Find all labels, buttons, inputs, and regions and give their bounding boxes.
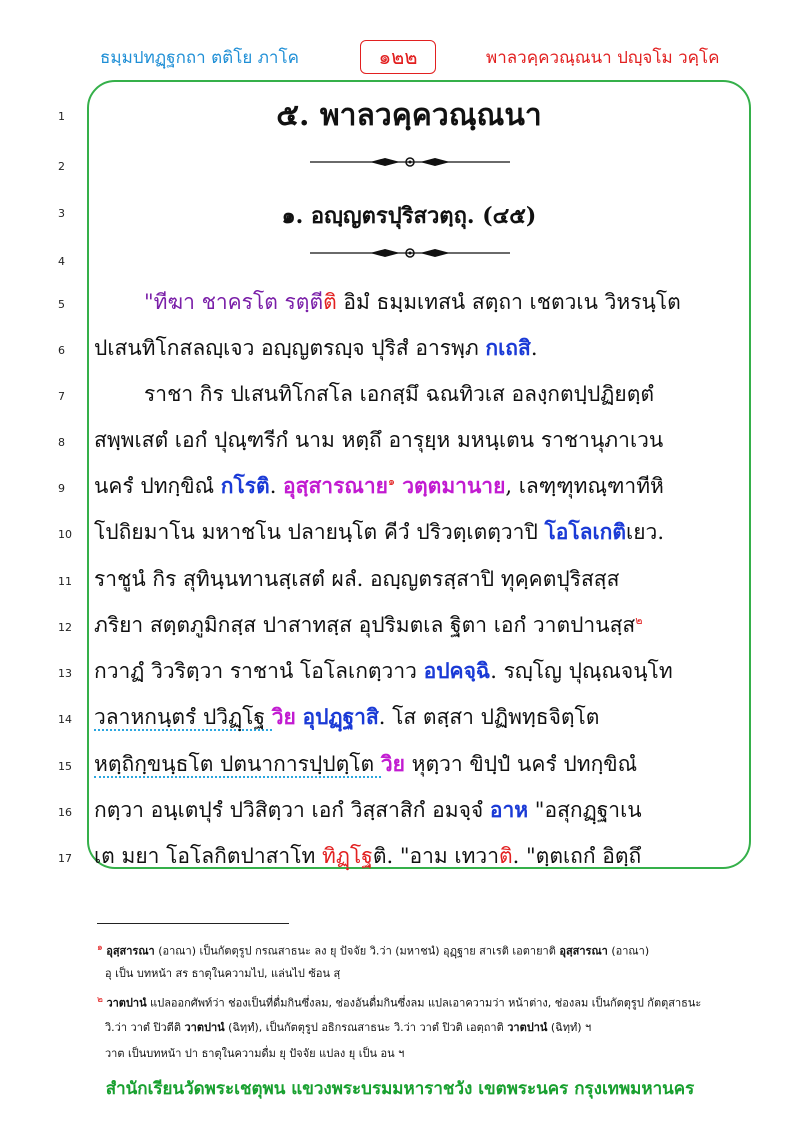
footnote-text: (ฉิทฺทํ) ฯ <box>547 1021 592 1034</box>
line-number: 8 <box>58 436 65 449</box>
footnote-text: วาต เป็นบทหน้า ปา ธาตุในความดื่ม ยุ ปัจจัย แปลง ยุ เป็น อน ฯ <box>105 1047 405 1060</box>
footnote-text: แปลออกศัพท์ว่า ช่องเป็นที่ดื่มกินซึ่งลม, ช่องอันดื่มกินซึ่งลม แปลเอาความว่า หน้าต่าง, ช่องลม เป็นกัตตุรูป กัตตุสาธนะ <box>146 996 702 1010</box>
line-number: 13 <box>58 667 72 680</box>
verb-highlight: โอโลเกติ <box>544 519 627 544</box>
ornament-divider <box>310 246 510 260</box>
text-span: ราชูนํ กิร สุทินฺนทานสฺเสตํ ผลํ. อญฺญตรสฺสาปิ ทุคฺคตปุริสสฺส <box>94 567 620 591</box>
chapter-title: ๕. พาลวคฺควณฺณนา <box>276 98 542 133</box>
footnote-mark: ๒ <box>97 995 103 1005</box>
text-line-5 <box>94 286 724 319</box>
text-span: , เลฑฺฑุทณฺฑาทีหิ <box>505 474 664 498</box>
text-line-9 <box>94 470 724 503</box>
noun-highlight: อุสฺสารณาย <box>283 473 388 498</box>
text-span <box>296 705 303 729</box>
line-number: 16 <box>58 806 72 819</box>
footnote-mark: ๑ <box>97 943 103 953</box>
text-span: . รญฺโญ ปุณฺณจนฺโท <box>490 659 673 683</box>
footnote-2-line-2 <box>105 1018 765 1036</box>
text-span: เต มยา โอโลกิตปาสาโท <box>94 844 323 868</box>
text-line-17 <box>94 840 724 873</box>
text-span: กวาฏํ วิวริตฺวา ราชานํ โอโลเกตฺวาว <box>94 659 424 683</box>
footnote-text: (อาณา) เป็นกัตตุรูป กรณสาธนะ ลง ยุ ปัจจัย วิ.ว่า (มหาชนํ) อุฏฺฐาย สาเรติ เอตายาติ <box>154 944 560 958</box>
line-number: 4 <box>58 255 65 268</box>
verse-phrase: ทีฆา ชาครโต รตฺตี <box>153 290 324 314</box>
text-span: ติ. "อาม เทวา <box>372 844 500 868</box>
header-left-title: ธมฺมปทฏฺฐกถา ตติโย ภาโค <box>100 48 299 68</box>
footnote-text: วิ.ว่า วาตํ ปิวตีติ <box>105 1021 185 1034</box>
particle-ti: ติ <box>499 844 513 868</box>
underlined-phrase: หตฺถิกฺขนฺธโต ปตนาการปฺปตฺโต <box>94 752 381 776</box>
text-span: อิมํ ธมฺมเทสนํ สตฺถา เชตวเน วิหรนฺโต <box>336 290 681 314</box>
footnote-marker[interactable]: ๒ <box>635 614 643 627</box>
line-number: 3 <box>58 207 65 220</box>
header-right-title: พาลวคฺควณฺณนา ปญฺจโม วคฺโค <box>486 48 720 68</box>
particle-viya: วิย <box>271 704 296 729</box>
footnote-term: วาตปานํ <box>106 996 147 1010</box>
line-number: 7 <box>58 390 65 403</box>
verb-highlight: อาห <box>489 797 529 822</box>
footnote-2-line-1 <box>97 992 757 1012</box>
footnote-text: (ฉิทฺทํ), เป็นกัตตุรูป อธิกรณสาธนะ วิ.ว่า วาตํ ปิวติ เอตฺถาติ <box>224 1021 508 1034</box>
text-span: . <box>269 474 284 498</box>
footnote-term: อุสฺสารณา <box>559 944 608 958</box>
ornament-divider <box>310 155 510 169</box>
line-number: 14 <box>58 713 72 726</box>
text-span: โปถิยมาโน มหาชโน ปลายนฺโต คีวํ ปริวตฺเตตฺวาปิ <box>94 520 545 544</box>
text-line-14 <box>94 701 724 734</box>
line-number: 11 <box>58 575 72 588</box>
verb-highlight: กเถสิ <box>485 335 531 360</box>
text-span: กตฺวา อนฺเตปุรํ ปวิสิตฺวา เอกํ วิสฺสาสิกํ อมจฺจํ <box>94 798 490 822</box>
text-line-6 <box>94 332 724 365</box>
text-line-16 <box>94 794 724 827</box>
text-span: "อสุกฏฺฐาเน <box>528 798 642 822</box>
text-line-10 <box>94 516 724 549</box>
footnote-term: วาตปานํ <box>184 1021 225 1034</box>
text-span: หุตฺวา ขิปฺปํ นครํ ปทกฺขิณํ <box>404 752 638 776</box>
line-number: 1 <box>58 110 65 123</box>
text-line-7 <box>94 378 724 411</box>
footnote-text: (อาณา) <box>607 944 650 958</box>
line-number: 9 <box>58 482 65 495</box>
verb-highlight: อุปฏฺฐาสิ <box>302 704 379 729</box>
line-number: 5 <box>58 298 65 311</box>
text-span: ราชา กิร ปเสนทิโกสโล เอกสฺมึ ฉณทิวเส อลงฺกตปฺปฏิยตฺตํ <box>144 382 654 406</box>
text-span: สพฺพเสตํ เอกํ ปุณฺฑรีกํ นาม หตฺถึ อารุยฺห มหนฺเตน ราชานุภาเวน <box>94 428 664 452</box>
underlined-phrase: วลาหกนฺตรํ ปวิฏฺโฐ <box>94 705 272 729</box>
text-span: ปเสนทิโกสลญฺเจว อญฺญตรญฺจ ปุริสํ อารพฺภ <box>94 336 486 360</box>
footnote-1-line-1 <box>97 940 757 960</box>
page-number: ๑๒๒ <box>360 40 436 74</box>
noun-highlight: วตฺตมานาย <box>394 473 506 498</box>
line-number: 10 <box>58 528 72 541</box>
line-number: 12 <box>58 621 72 634</box>
text-line-15 <box>94 748 724 781</box>
text-span: . "ตฺตเถกํ อิตฺถึ <box>512 844 642 868</box>
line-number: 15 <box>58 760 72 773</box>
verb-highlight: อปคจฺฉิ <box>423 658 491 683</box>
particle-ti: ติ <box>323 290 337 314</box>
footnote-term: อุสฺสารณา <box>106 944 155 958</box>
footnote-text: อุ เป็น บทหน้า สร ธาตุในความไป, แล่นไป ซ้อน สฺ <box>105 967 341 980</box>
footnote-rule <box>97 923 289 924</box>
text-line-12 <box>94 609 724 642</box>
text-span: นครํ ปทกฺขิณํ <box>94 474 221 498</box>
footnote-term: วาตปานํ <box>507 1021 548 1034</box>
line-number: 17 <box>58 852 72 865</box>
text-line-8 <box>94 424 724 457</box>
text-span: เยว. <box>626 520 664 544</box>
text-span: ภริยา สตฺตภูมิกสฺส ปาสาทสฺส อุปริมตเล ฐิตา เอกํ วาตปานสฺส <box>94 613 636 637</box>
footnote-marker[interactable]: ๑ <box>387 475 395 488</box>
footnote-1-line-2 <box>105 964 765 982</box>
footnote-2-line-3 <box>105 1044 765 1062</box>
particle-viya: วิย <box>380 751 405 776</box>
text-line-13 <box>94 655 724 688</box>
page-footer: สำนักเรียนวัดพระเชตุพน แขวงพระบรมมหาราชวัง เขตพระนคร กรุงเทพมหานคร <box>105 1079 695 1099</box>
line-number: 2 <box>58 160 65 173</box>
verb-highlight: กโรติ <box>220 473 270 498</box>
text-span: . โส ตสฺสา ปฏิพทฺธจิตฺโต <box>378 705 600 729</box>
text-span: . <box>530 336 538 360</box>
quote-mark: " <box>144 290 154 314</box>
story-title: ๑. อญฺญตรปุริสวตฺถุ. (๔๕) <box>281 203 537 229</box>
line-number: 6 <box>58 344 65 357</box>
text-line-11 <box>94 563 724 596</box>
verb-highlight-red: ทิฏฺโฐ <box>322 844 373 868</box>
